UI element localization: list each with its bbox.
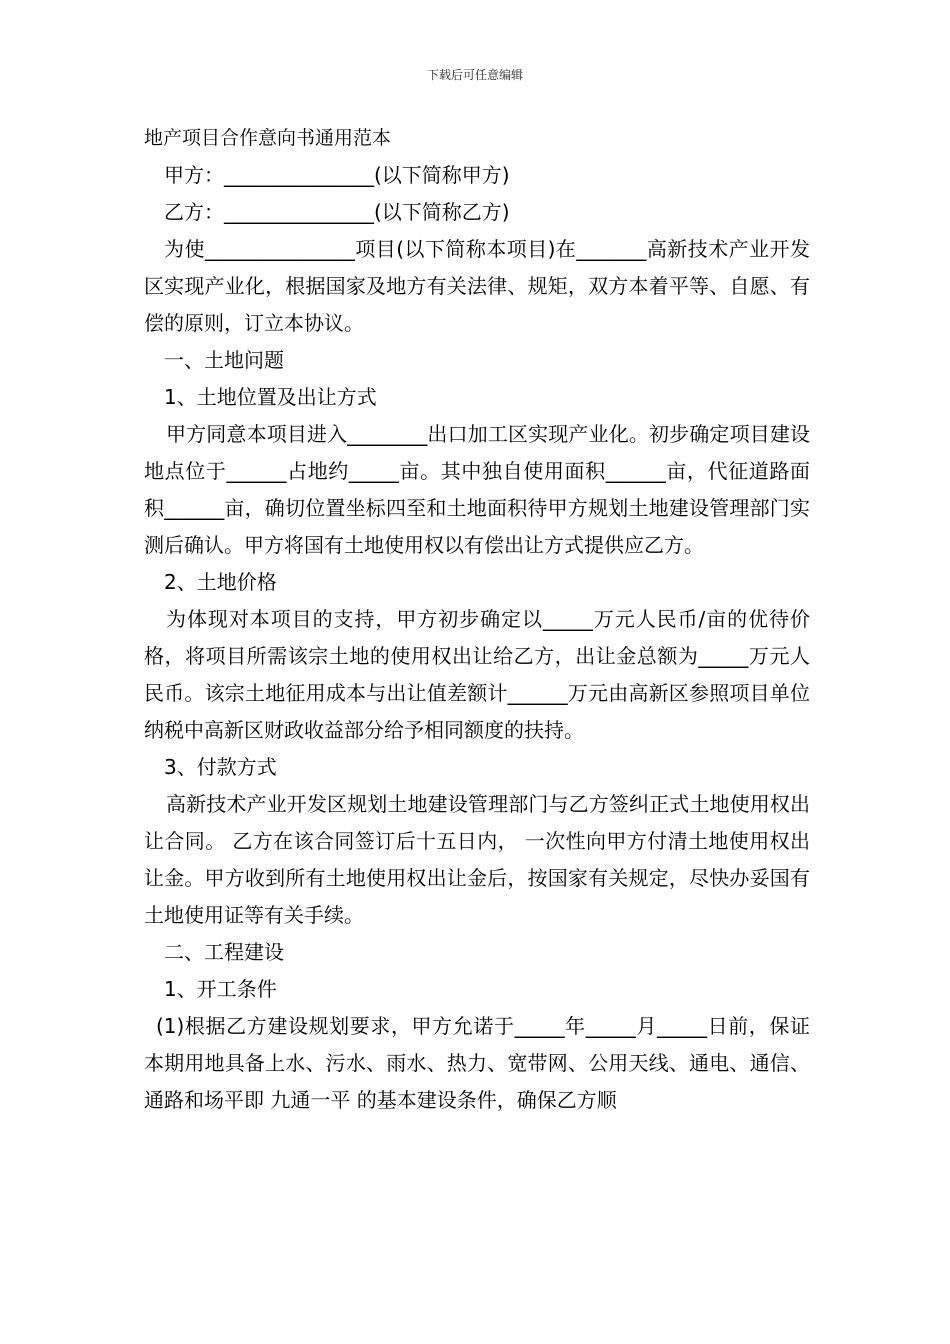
section-1-2-body: 为体现对本项目的支持，甲方初步确定以_____万元人民币/亩的优待价格，将项目所需该宗土地的使用权出让给乙方，出让金总额为_____万元人民币。该宗土地征用成本与出让值差额计______万元由高新区参照项目单位纳税中高新区财政收益部分给予相同额度的扶持。 — [144, 607, 810, 742]
section-2-1-body: (1)根据乙方建设规划要求，甲方允诺于_____年_____月_____日前，保证本期用地具备上水、污水、雨水、热力、宽带网、公用天线、通电、通信、通路和场平即 九通一平 的基本建设条件，确保乙方顺 — [144, 1014, 810, 1112]
section-2-heading: 二、工程建设 — [164, 940, 284, 964]
section-1-2-heading: 2、土地价格 — [164, 570, 277, 594]
section-1-1-body: 甲方同意本项目进入________出口加工区实现产业化。初步确定项目建设地点位于______占地约_____亩。其中独自使用面积______亩，代征道路面积______亩，确切位置坐标四至和土地面积待甲方规划土地建设管理部门实测后确认。甲方将国有土地使用权以有偿出让方式提供应乙方。 — [144, 422, 810, 557]
section-1-1-heading: 1、土地位置及出让方式 — [164, 385, 377, 409]
party-b-line: 乙方：_______________(以下简称乙方) — [164, 200, 510, 224]
section-1-heading: 一、土地问题 — [164, 348, 284, 372]
section-2-1-heading: 1、开工条件 — [164, 977, 277, 1001]
intro-paragraph: 为使_______________项目(以下简称本项目)在_______高新技术产业开发区实现产业化，根据国家及地方有关法律、规矩，双方本着平等、自愿、有偿的原则，订立本协议。 — [144, 237, 810, 335]
section-1-3-body: 高新技术产业开发区规划土地建设管理部门与乙方签纠正式土地使用权出让合同。 乙方在该合同签订后十五日内， 一次性向甲方付清土地使用权出让金。甲方收到所有土地使用权出让金后，按国家有关规定，尽快办妥国有土地使用证等有关手续。 — [144, 792, 810, 927]
document-title: 地产项目合作意向书通用范本 — [144, 127, 392, 149]
section-1-3-heading: 3、付款方式 — [164, 755, 277, 779]
header-note: 下载后可任意编辑 — [426, 68, 523, 82]
party-a-line: 甲方：_______________(以下简称甲方) — [164, 163, 510, 187]
document-body — [144, 120, 810, 1119]
